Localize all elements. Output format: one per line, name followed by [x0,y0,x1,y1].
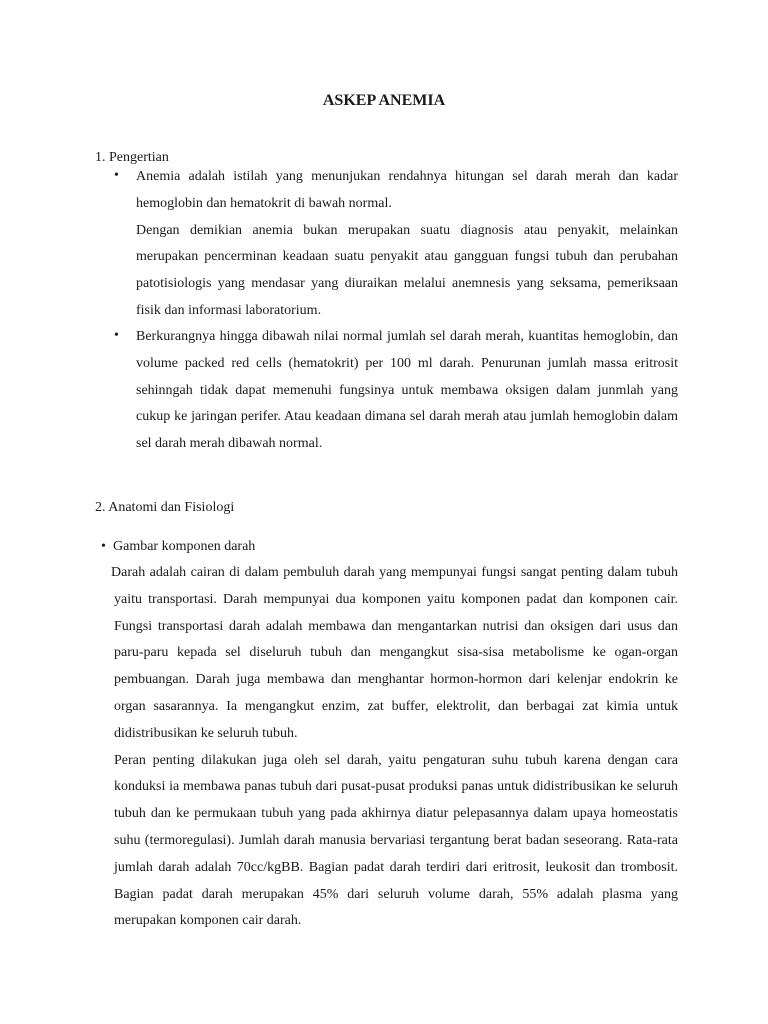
section-heading-pengertian: 1. Pengertian [95,150,169,165]
paragraph: Dengan demikian anemia bukan merupakan suatu diagnosis atau penyakit, melainkan merupakan pencerminan keadaan suatu penyakit atau gangguan fungsi tubuh dan perubahan patotisiologis yang mendasar yang diuraikan melalui anemnesis yang seksama, pemeriksaan fisik dan informasi laboratorium. [136,222,678,318]
paragraph: Darah adalah cairan di dalam pembuluh darah yang mempunyai fungsi sangat penting dalam tubuh yaitu transportasi. Darah mempunyai dua komponen yaitu komponen padat dan komponen cair. Fungsi transportasi darah adalah membawa dan mengantarkan nutrisi dan oksigen dari usus dan paru-paru kepada sel diseluruh tubuh dan mengangkut sisa-sisa metabolisme ke ogan-organ pembuangan. Darah juga membawa dan menghantar hormon-hormon dari kelenjar endokrin ke organ sasarannya. Ia mengangkut enzim, zat buffer, elektrolit, dan berbagai zat kimia untuk didistribusikan ke seluruh tubuh. [111,565,678,741]
paragraph: Peran penting dilakukan juga oleh sel darah, yaitu pengaturan suhu tubuh karena dengan cara konduksi ia membawa panas tubuh dari pusat-pusat produksi panas untuk didistribusikan ke seluruh tubuh dan ke permukaan tubuh yang pada akhirnya diatur pelepasannya dalam upaya homeostatis suhu (termoregulasi). Jumlah darah manusia bervariasi tergantung berat badan seseorang. Rata-rata jumlah darah adalah 70cc/kgBB. Bagian padat darah terdiri dari eritrosit, leukosit dan trombosit. Bagian padat darah merupakan 45% dari seluruh volume darah, 55% adalah plasma yang merupakan komponen cair darah. [114,752,678,929]
bullet-icon: • [114,168,119,183]
section-heading-anatomi: 2. Anatomi dan Fisiologi [95,500,235,515]
document-title: ASKEP ANEMIA [322,92,446,109]
body-text-block [111,560,678,935]
paragraph: Berkurangnya hingga dibawah nilai normal jumlah sel darah merah, kuantitas hemoglobin, dan volume packed red cells (hematokrit) per 100 ml darah. Penurunan jumlah massa eritrosit sehinngah tidak dapat memenuhi fungsinya untuk membawa oksigen dalam junmlah yang cukup ke jaringan perifer. Atau keadaan dimana sel darah merah atau jumlah hemoglobin dalam sel darah merah dibawah normal. [136,329,678,452]
bullet-icon: • [114,328,119,343]
paragraph: Anemia adalah istilah yang menunjukan rendahnya hitungan sel darah merah dan kadar hemoglobin dan hematokrit di bawah normal. [136,169,678,211]
bullet-item-2 [136,324,678,458]
bullet-label: Gambar komponen darah [113,539,256,554]
bullet-item-1 [136,164,678,325]
bullet-icon: • [101,539,106,554]
